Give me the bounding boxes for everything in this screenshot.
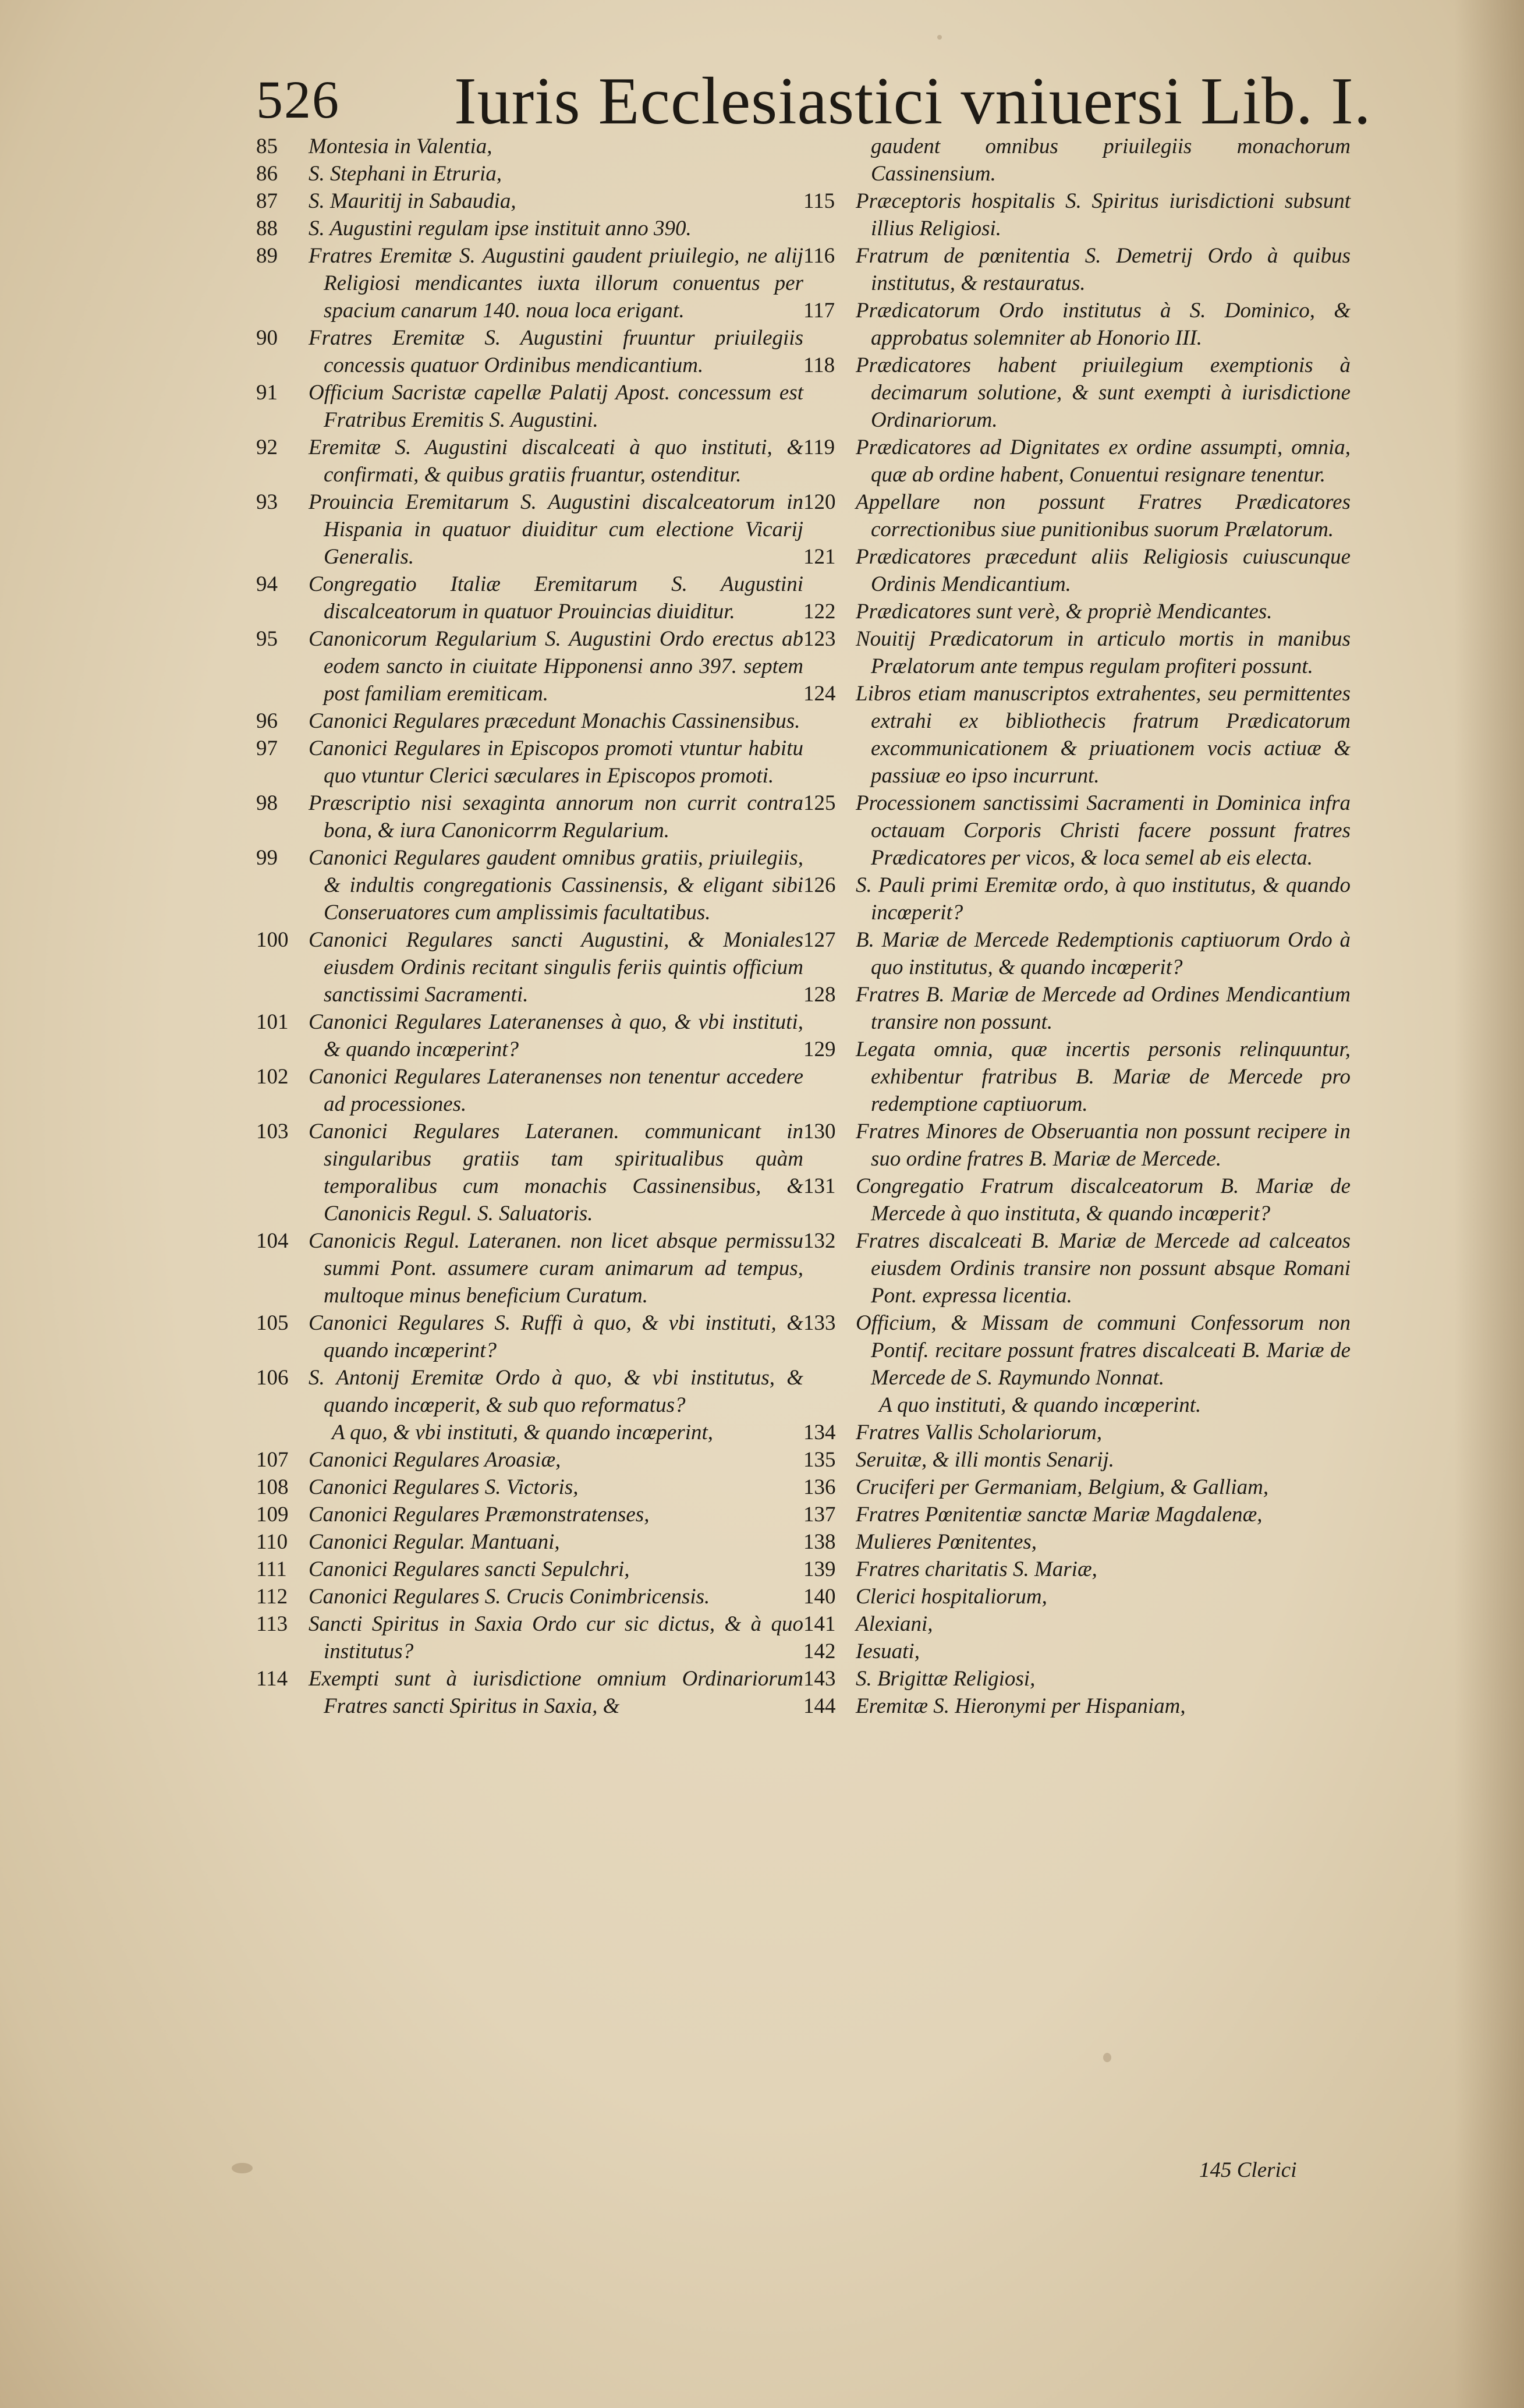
entry-number: 137	[803, 1503, 836, 1527]
index-entry	[803, 488, 1351, 543]
entry-number: 91	[256, 381, 278, 405]
entry-text: Officium, & Missam de communi Confessorum non Pontif. recitare possunt fratres discalceati B. Mariæ de Mercede de S. Raymundo Nonnat.	[856, 1311, 1351, 1390]
entry-text: Canonici Regulares Lateranen. communicant in singularibus gratiis tam spiritualibus quàm temporalibus cum monachis Cassinensibus, & Canonicis Regul. S. Saluatoris.	[309, 1120, 803, 1226]
catchword: 145 Clerici	[1199, 2158, 1297, 2182]
entry-text: Canonici Regulares Aroasiæ,	[309, 1448, 561, 1472]
ink-spot	[937, 35, 942, 40]
index-entry	[803, 1173, 1351, 1227]
index-entry	[256, 1008, 803, 1063]
entry-text: S. Brigittæ Religiosi,	[856, 1667, 1036, 1691]
entry-number: 119	[803, 435, 835, 459]
index-entry	[256, 1063, 803, 1118]
index-entry	[803, 1583, 1351, 1610]
index-entry	[803, 625, 1351, 680]
entry-number: 125	[803, 791, 836, 815]
entry-number: 127	[803, 928, 836, 952]
entry-text: Fratres discalceati B. Mariæ de Mercede ad calceatos eiusdem Ordinis transire non possunt absque Romani Pont. expressa licentia.	[856, 1229, 1351, 1308]
index-entry	[256, 1227, 803, 1309]
entry-text: Appellare non possunt Fratres Prædicatores correctionibus siue punitionibus suorum Prælatorum.	[856, 490, 1351, 541]
entry-number: 109	[256, 1503, 289, 1527]
entry-number: 87	[256, 189, 278, 213]
index-entry	[803, 1665, 1351, 1692]
index-entry	[256, 844, 803, 926]
entry-number: 118	[803, 353, 835, 377]
index-entry	[803, 680, 1351, 789]
entry-number: 88	[256, 217, 278, 240]
entry-number: 136	[803, 1475, 836, 1499]
entry-text: Canonici Regulares sancti Augustini, & Moniales eiusdem Ordinis recitant singulis feriis quintis officium sanctissimi Sacramenti.	[309, 928, 803, 1007]
entry-number: 116	[803, 244, 835, 268]
index-entry	[803, 1528, 1351, 1556]
entry-number: 104	[256, 1229, 289, 1253]
entry-text: Præceptoris hospitalis S. Spiritus iurisdictioni subsunt illius Religiosi.	[856, 189, 1351, 240]
entry-text: Libros etiam manuscriptos extrahentes, seu permittentes extrahi ex bibliothecis fratrum Prædicatorum excommunicationem & priuationem vocis actiuæ & passiuæ eo ipso incurrunt.	[856, 682, 1351, 788]
index-entry	[803, 926, 1351, 981]
index-entry	[803, 352, 1351, 434]
index-entry	[256, 133, 803, 160]
index-entry	[803, 872, 1351, 926]
entry-text: Cruciferi per Germaniam, Belgium, & Galliam,	[856, 1475, 1269, 1499]
index-entry	[803, 133, 1351, 187]
index-entry	[803, 1638, 1351, 1665]
entry-text: Montesia in Valentia,	[309, 134, 492, 158]
index-entry	[256, 242, 803, 324]
entry-number: 113	[256, 1612, 288, 1636]
entry-number: 144	[803, 1694, 836, 1718]
entry-number: 121	[803, 545, 836, 569]
index-entry	[256, 1501, 803, 1528]
entry-text: Fratrum de pœnitentia S. Demetrij Ordo à quibus institutus, & restauratus.	[856, 244, 1351, 295]
entry-text: Fratres Pœnitentiæ sanctæ Mariæ Magdalenæ,	[856, 1503, 1263, 1527]
entry-number: 103	[256, 1120, 289, 1143]
index-entry	[256, 707, 803, 735]
entry-number: 140	[803, 1585, 836, 1609]
entry-number: 117	[803, 299, 835, 323]
entry-text: Prædicatorum Ordo institutus à S. Dominico, & approbatus solemniter ab Honorio III.	[856, 299, 1351, 350]
index-entry	[256, 789, 803, 844]
entry-number: 133	[803, 1311, 836, 1335]
index-entry	[256, 434, 803, 488]
entry-number: 122	[803, 600, 836, 624]
page-number: 526	[256, 70, 340, 129]
entry-number: 94	[256, 572, 278, 596]
entry-number: 128	[803, 983, 836, 1007]
entry-number: 95	[256, 627, 278, 651]
entry-text: Canonici Regulares S. Victoris,	[309, 1475, 579, 1499]
left-column	[256, 133, 803, 1720]
entry-text: Processionem sanctissimi Sacramenti in Dominica infra octauam Corporis Christi facere possunt fratres Prædicatores per vicos, & loca semel ab eis electa.	[856, 791, 1351, 870]
entry-text: Nouitij Prædicatorum in articulo mortis in manibus Prælatorum ante tempus regulam profiteri possunt.	[856, 627, 1351, 678]
entry-text: Canonici Regular. Mantuani,	[309, 1530, 560, 1554]
entry-text: S. Augustini regulam ipse instituit anno 390.	[309, 217, 692, 240]
entry-number: 89	[256, 244, 278, 268]
entry-number: 107	[256, 1448, 289, 1472]
index-entry	[256, 324, 803, 379]
index-entry	[256, 1610, 803, 1665]
entry-number: 131	[803, 1174, 836, 1198]
index-entry	[256, 1118, 803, 1227]
entry-number: 114	[256, 1667, 288, 1691]
entry-text: Canonici Regulares in Episcopos promoti vtuntur habitu quo vtuntur Clerici sæculares in Episcopos promoti.	[309, 736, 803, 788]
entry-number: 93	[256, 490, 278, 514]
entry-text: Sancti Spiritus in Saxia Ordo cur sic dictus, & à quo institutus?	[309, 1612, 803, 1663]
entry-text: S. Mauritij in Sabaudia,	[309, 189, 516, 213]
index-entry	[256, 488, 803, 571]
entry-text: Prædicatores præcedunt aliis Religiosis cuiuscunque Ordinis Mendicantium.	[856, 545, 1351, 596]
index-entry	[256, 926, 803, 1008]
index-entry	[803, 1036, 1351, 1118]
entry-number: 132	[803, 1229, 836, 1253]
entry-text: Seruitæ, & illi montis Senarij.	[856, 1448, 1115, 1472]
entry-text: Iesuati,	[856, 1639, 920, 1663]
entry-text: Canonici Regulares sancti Sepulchri,	[309, 1557, 630, 1581]
entry-number: 139	[803, 1557, 836, 1581]
index-entry	[256, 160, 803, 187]
entry-text: Congregatio Fratrum discalceatorum B. Mariæ de Mercede à quo instituta, & quando incœperit?	[856, 1174, 1351, 1226]
entry-text: Eremitæ S. Augustini discalceati à quo instituti, & confirmati, & quibus gratiis fruantur, ostenditur.	[309, 435, 803, 487]
index-entry	[803, 598, 1351, 625]
entry-number: 99	[256, 846, 278, 870]
index-entry	[803, 1419, 1351, 1446]
index-entry	[256, 1446, 803, 1474]
index-entry	[803, 1501, 1351, 1528]
entry-number: 106	[256, 1366, 289, 1390]
entry-text: Prædicatores habent priuilegium exemptionis à decimarum solutione, & sunt exempti à iurisdictione Ordinariorum.	[856, 353, 1351, 432]
index-entry	[256, 571, 803, 625]
entry-text: Fratres Eremitæ S. Augustini fruuntur priuilegiis concessis quatuor Ordinibus mendicantium.	[309, 326, 803, 377]
entry-text: Legata omnia, quæ incertis personis relinquuntur, exhibentur fratribus B. Mariæ de Mercede pro redemptione captiuorum.	[856, 1037, 1351, 1116]
right-column	[803, 133, 1351, 1720]
entry-text: Fratres charitatis S. Mariæ,	[856, 1557, 1097, 1581]
entry-text: Canonicorum Regularium S. Augustini Ordo erectus ab eodem sancto in ciuitate Hipponensi anno 397. septem post familiam eremiticam.	[309, 627, 803, 706]
index-entry	[256, 625, 803, 707]
entry-number: 126	[803, 873, 836, 897]
entry-number: 92	[256, 435, 278, 459]
index-entry	[803, 1227, 1351, 1309]
entry-text: Canonici Regulares S. Crucis Conimbricensis.	[309, 1585, 710, 1609]
index-entry	[803, 981, 1351, 1036]
index-entry	[803, 789, 1351, 872]
entry-text: Præscriptio nisi sexaginta annorum non currit contra bona, & iura Canonicorrm Regularium.	[309, 791, 803, 842]
entry-number: 101	[256, 1010, 289, 1034]
ink-spot	[1103, 2053, 1111, 2062]
index-entry	[256, 215, 803, 242]
entry-number: 142	[803, 1639, 836, 1663]
index-entry	[256, 735, 803, 789]
entry-text: Fratres Vallis Scholariorum,	[856, 1421, 1103, 1444]
entry-text: A quo, & vbi instituti, & quando incœperint,	[332, 1421, 714, 1444]
index-entry	[256, 379, 803, 434]
index-entry	[803, 1556, 1351, 1583]
entry-number: 98	[256, 791, 278, 815]
entry-number: 123	[803, 627, 836, 651]
index-entry	[803, 187, 1351, 242]
entry-number: 124	[803, 682, 836, 706]
entry-text: Canonici Regulares Lateranenses non tenentur accedere ad processiones.	[309, 1065, 803, 1116]
index-entry	[256, 1583, 803, 1610]
entry-number: 102	[256, 1065, 289, 1089]
entry-text: gaudent omnibus priuilegiis monachorum Cassinensium.	[871, 134, 1351, 186]
entry-text: Fratres Minores de Obseruantia non possunt recipere in suo ordine fratres B. Mariæ de Mercede.	[856, 1120, 1351, 1171]
entry-text: Mulieres Pœnitentes,	[856, 1530, 1037, 1554]
entry-text: S. Pauli primi Eremitæ ordo, à quo institutus, & quando incœperit?	[856, 873, 1351, 925]
entry-number: 134	[803, 1421, 836, 1444]
index-entry	[803, 242, 1351, 297]
entry-text: A quo instituti, & quando incœperint.	[879, 1393, 1202, 1417]
page-edge-shadow	[1454, 0, 1524, 2408]
entry-text: Congregatio Italiæ Eremitarum S. Augustini discalceatorum in quatuor Prouincias diuiditur.	[309, 572, 803, 624]
index-entry	[256, 1309, 803, 1364]
entry-text: Canonici Regulares Præmonstratenses,	[309, 1503, 650, 1527]
entry-number: 105	[256, 1311, 289, 1335]
entry-text: Exempti sunt à iurisdictione omnium Ordinariorum Fratres sancti Spiritus in Saxia, &	[309, 1667, 803, 1718]
index-entry	[256, 1665, 803, 1720]
entry-number: 111	[256, 1557, 287, 1581]
entry-number: 85	[256, 134, 278, 158]
entry-text: Canonici Regulares S. Ruffi à quo, & vbi instituti, & quando incœperint?	[309, 1311, 803, 1362]
index-entry	[803, 1446, 1351, 1474]
entry-text: Canonici Regulares gaudent omnibus gratiis, priuilegiis, & indultis congregationis Cassinensis, & eligant sibi Conseruatores cum amplissimis facultatibus.	[309, 846, 803, 925]
entry-text: Canonici Regulares præcedunt Monachis Cassinensibus.	[309, 709, 800, 733]
index-entry	[256, 1364, 803, 1419]
entry-text: S. Antonij Eremitæ Ordo à quo, & vbi institutus, & quando incœperit, & sub quo reformatus?	[309, 1366, 803, 1417]
entry-number: 141	[803, 1612, 836, 1636]
entry-number: 115	[803, 189, 835, 213]
entry-text: Canonicis Regul. Lateranen. non licet absque permissu summi Pont. assumere curam animarum ad tempus, multoque minus beneficium Curatum.	[309, 1229, 803, 1308]
index-entry	[803, 1610, 1351, 1638]
index-entry	[803, 1692, 1351, 1720]
entry-text: Clerici hospitaliorum,	[856, 1585, 1047, 1609]
entry-text: Alexiani,	[856, 1612, 933, 1636]
index-entry	[803, 297, 1351, 352]
entry-text: Prædicatores sunt verè, & propriè Mendicantes.	[856, 600, 1273, 624]
index-entry	[256, 1528, 803, 1556]
index-entry	[256, 1556, 803, 1583]
entry-number: 143	[803, 1667, 836, 1691]
entry-number: 112	[256, 1585, 288, 1609]
entry-number: 100	[256, 928, 289, 952]
entry-number: 138	[803, 1530, 836, 1554]
index-entry	[256, 1419, 803, 1446]
index-entry	[803, 1309, 1351, 1391]
entry-text: Officium Sacristæ capellæ Palatij Apost. concessum est Fratribus Eremitis S. Augustini.	[309, 381, 803, 432]
entry-text: Prædicatores ad Dignitates ex ordine assumpti, omnia, quæ ab ordine habent, Conuentui resignare tenentur.	[856, 435, 1351, 487]
index-entry	[803, 543, 1351, 598]
entry-number: 97	[256, 736, 278, 760]
index-entry	[803, 434, 1351, 488]
entry-number: 108	[256, 1475, 289, 1499]
entry-number: 110	[256, 1530, 288, 1554]
entry-text: Fratres Eremitæ S. Augustini gaudent priuilegio, ne alij Religiosi mendicantes iuxta illorum conuentus per spacium canarum 140. noua loca erigant.	[309, 244, 803, 323]
entry-text: B. Mariæ de Mercede Redemptionis captiuorum Ordo à quo institutus, & quando incœperit?	[856, 928, 1351, 979]
index-entry	[256, 1474, 803, 1501]
index-entry	[803, 1391, 1351, 1419]
running-title: Iuris Ecclesiastici vniuersi Lib. I.	[454, 64, 1371, 139]
entry-number: 90	[256, 326, 278, 350]
entry-number: 130	[803, 1120, 836, 1143]
entry-text: S. Stephani in Etruria,	[309, 162, 502, 186]
entry-text: Eremitæ S. Hieronymi per Hispaniam,	[856, 1694, 1186, 1718]
entry-text: Fratres B. Mariæ de Mercede ad Ordines Mendicantium transire non possunt.	[856, 983, 1351, 1034]
entry-number: 129	[803, 1037, 836, 1061]
entry-text: Canonici Regulares Lateranenses à quo, & vbi instituti, & quando incœperint?	[309, 1010, 803, 1061]
entry-number: 135	[803, 1448, 836, 1472]
entry-text: Prouincia Eremitarum S. Augustini discalceatorum in Hispania in quatuor diuiditur cum electione Vicarij Generalis.	[309, 490, 803, 569]
ink-spot	[232, 2163, 253, 2173]
entry-number: 86	[256, 162, 278, 186]
index-entry	[256, 187, 803, 215]
index-entry	[803, 1474, 1351, 1501]
entry-number: 96	[256, 709, 278, 733]
index-entry	[803, 1118, 1351, 1173]
entry-number: 120	[803, 490, 836, 514]
